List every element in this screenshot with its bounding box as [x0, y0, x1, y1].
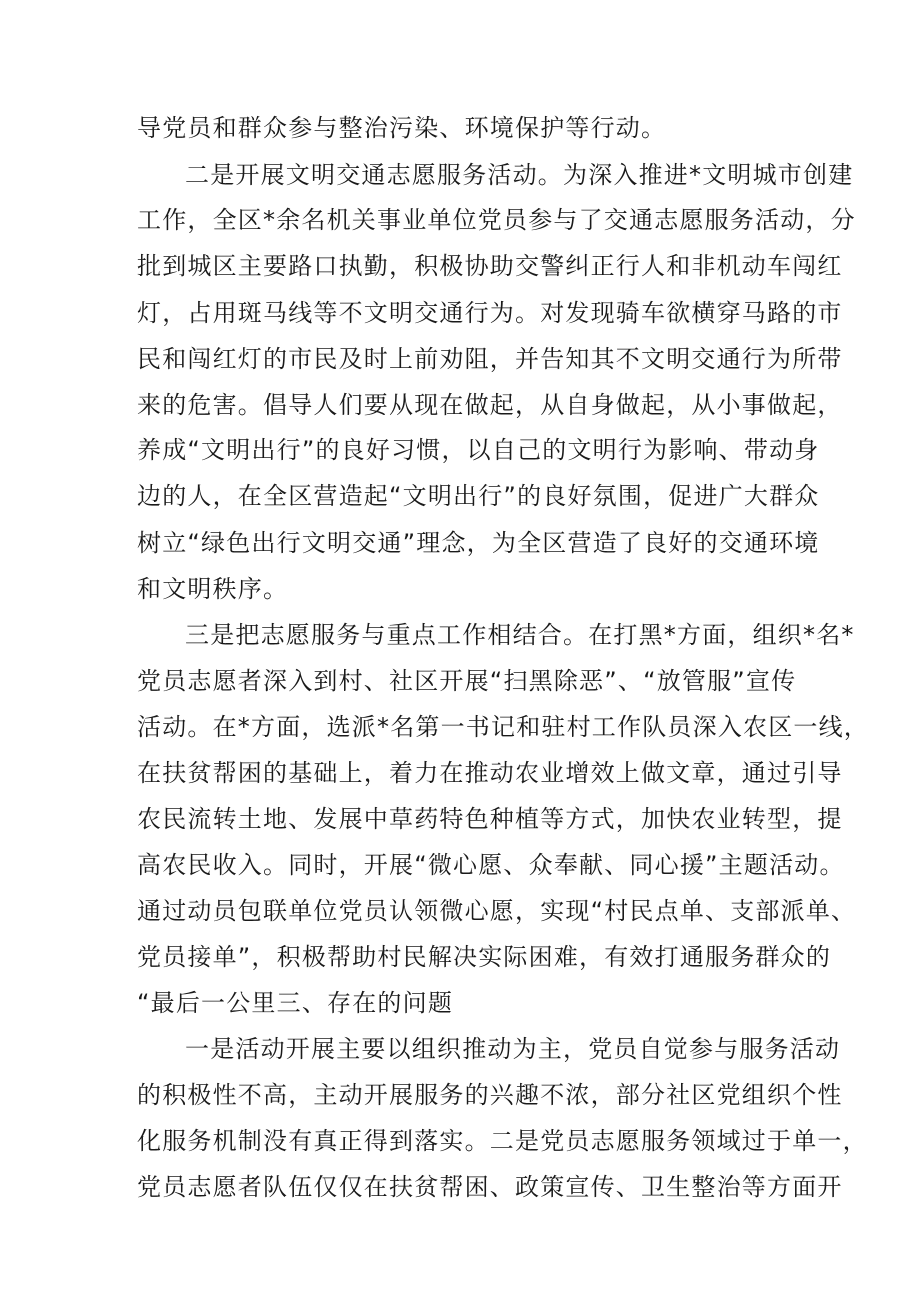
text-line: 灯，占用斑马线等不文明交通行为。对发现骑车欲横穿马路的市 — [137, 299, 843, 327]
text-line: 化服务机制没有真正得到落实。二是党员志愿服务领域过于单一， — [137, 1127, 868, 1155]
paragraph-start-line: 二是开展文明交通志愿服务活动。为深入推进*文明城市创建 — [185, 161, 854, 189]
paragraph-start-line: 三是把志愿服务与重点工作相结合。在打黑*方面，组织*名* — [185, 621, 855, 649]
text-line: 党员志愿者队伍仅仅在扶贫帮困、政策宣传、卫生整治等方面开 — [137, 1173, 843, 1201]
text-line: 导党员和群众参与整治污染、环境保护等行动。 — [137, 114, 667, 142]
text-line: 高农民收入。同时，开展“微心愿、众奉献、同心援”主题活动。 — [137, 851, 845, 879]
paragraph-start-line: 一是活动开展主要以组织推动为主，党员自觉参与服务活动 — [185, 1035, 841, 1063]
text-line: 党员接单”，积极帮助村民解决实际困难，有效打通服务群众的 — [137, 943, 832, 971]
text-line: 农民流转土地、发展中草药特色种植等方式，加快农业转型，提 — [137, 805, 843, 833]
text-line: 活动。在*方面，选派*名第一书记和驻村工作队员深入农区一线， — [137, 713, 869, 741]
text-line: 和文明秩序。 — [137, 575, 289, 603]
text-line: 民和闯红灯的市民及时上前劝阻，并告知其不文明交通行为所带 — [137, 345, 843, 373]
text-line: 党员志愿者深入到村、社区开展“扫黑除恶”、“放管服”宣传 — [137, 667, 797, 695]
text-line: 工作，全区*余名机关事业单位党员参与了交通志愿服务活动，分 — [137, 206, 856, 234]
text-line: 通过动员包联单位党员认领微心愿，实现“村民点单、支部派单、 — [137, 897, 857, 925]
text-line: 批到城区主要路口执勤，积极协助交警纠正行人和非机动车闯红 — [137, 252, 843, 280]
text-line: “最后一公里三、存在的问题 — [137, 989, 454, 1017]
text-line: 在扶贫帮困的基础上，着力在推动农业增效上做文章，通过引导 — [137, 759, 843, 787]
text-line: 树立“绿色出行文明交通”理念，为全区营造了良好的交通环境 — [137, 529, 820, 557]
text-line: 养成“文明出行”的良好习惯，以自己的文明行为影响、带动身 — [137, 436, 820, 464]
text-line: 来的危害。倡导人们要从现在做起，从自身做起，从小事做起， — [137, 391, 843, 419]
text-line: 的积极性不高，主动开展服务的兴趣不浓，部分社区党组织个性 — [137, 1081, 843, 1109]
text-line: 边的人，在全区营造起“文明出行”的良好氛围，促进广大群众 — [137, 482, 820, 510]
